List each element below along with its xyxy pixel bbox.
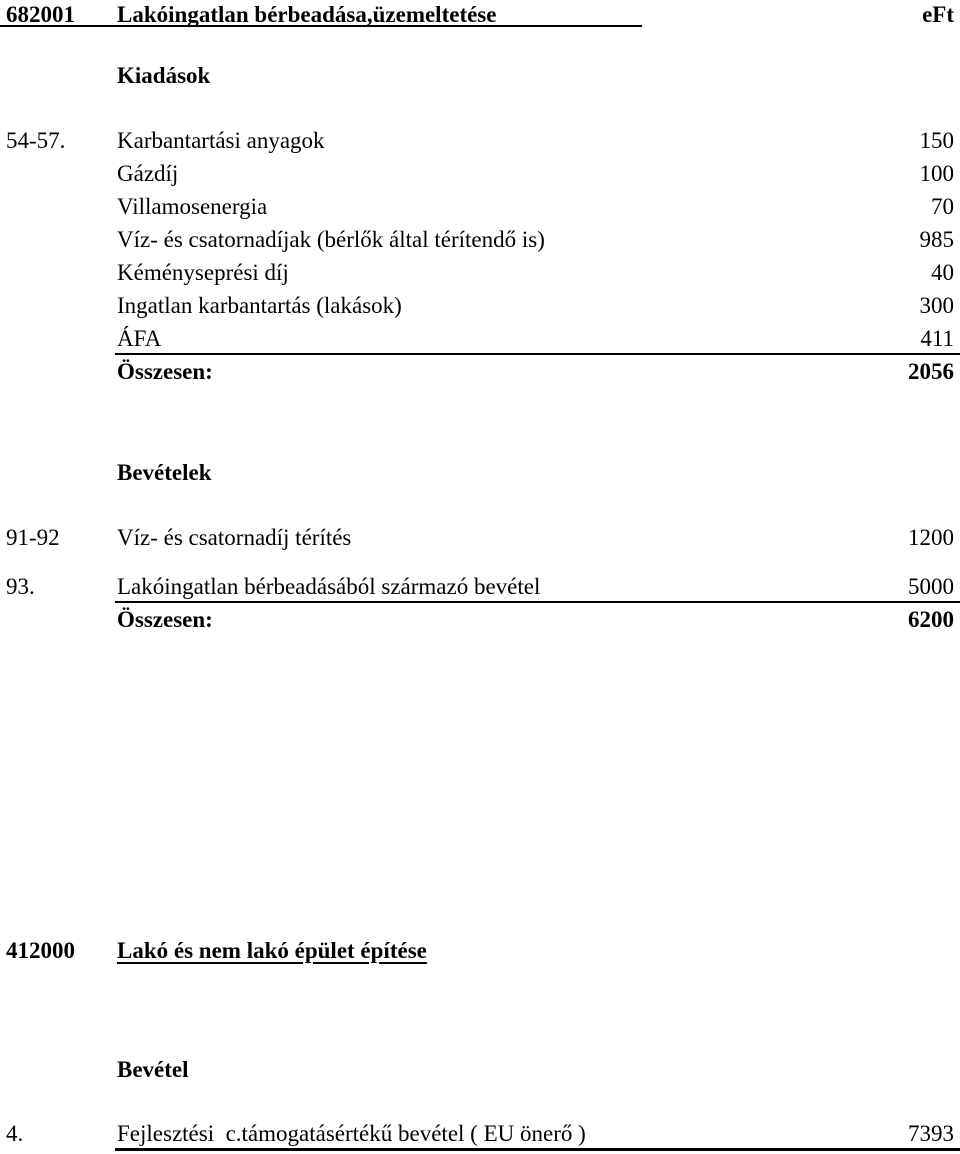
section-title: Lakó és nem lakó épület építése [117,938,427,963]
row-label: Kéményseprési díj [117,260,289,285]
row-value: 5000 [908,574,954,599]
table-row [0,258,960,288]
row-label: Fejlesztési c.támogatásértékű bevétel ( EU önerő ) [117,1121,586,1146]
total-rule [115,601,960,603]
section-code: 412000 [6,938,75,963]
total-value: 6200 [908,607,954,632]
row-label: Víz- és csatornadíj térítés [117,525,352,550]
expenses-heading: Kiadások [117,63,211,88]
unit-label: eFt [922,2,954,27]
row-label: Villamosenergia [117,194,268,219]
total-row [0,357,960,387]
table-row [0,324,960,354]
table-row [0,291,960,321]
row-value: 40 [931,260,954,285]
section-header-412000 [0,936,960,966]
section-title: Lakóingatlan bérbeadása,üzemeltetése [117,2,497,27]
table-row [0,159,960,189]
total-row [0,605,960,635]
table-row [0,192,960,222]
row-label: Ingatlan karbantartás (lakások) [117,293,402,318]
section-code: 682001 [6,2,75,27]
row-value: 7393 [908,1121,954,1146]
row-code: 91-92 [6,525,60,550]
total-label: Összesen: [117,607,213,632]
bottom-rule [115,1148,960,1151]
row-value: 1200 [908,525,954,550]
row-label: Gázdíj [117,161,179,186]
row-value: 70 [931,194,954,219]
row-value: 150 [919,128,954,153]
row-label: Lakóingatlan bérbeadásából származó bevétel [117,574,541,599]
total-value: 2056 [908,359,954,384]
row-value: 411 [920,326,954,351]
row-code: 54-57. [6,128,66,153]
table-row [0,126,960,156]
total-rule [115,353,960,355]
row-label: Víz- és csatornadíjak (bérlők által térítendő is) [117,227,545,252]
row-value: 100 [919,161,954,186]
table-row [0,572,960,602]
row-value: 985 [919,227,954,252]
row-label: ÁFA [117,326,162,351]
header-rule [0,25,642,27]
table-row [0,1119,960,1149]
row-code: 93. [6,574,35,599]
table-row [0,523,960,553]
table-row [0,225,960,255]
revenues-heading: Bevételek [117,460,212,485]
row-label: Karbantartási anyagok [117,128,325,153]
revenue-heading: Bevétel [117,1057,189,1082]
row-value: 300 [919,293,954,318]
row-code: 4. [6,1121,24,1146]
total-label: Összesen: [117,359,213,384]
